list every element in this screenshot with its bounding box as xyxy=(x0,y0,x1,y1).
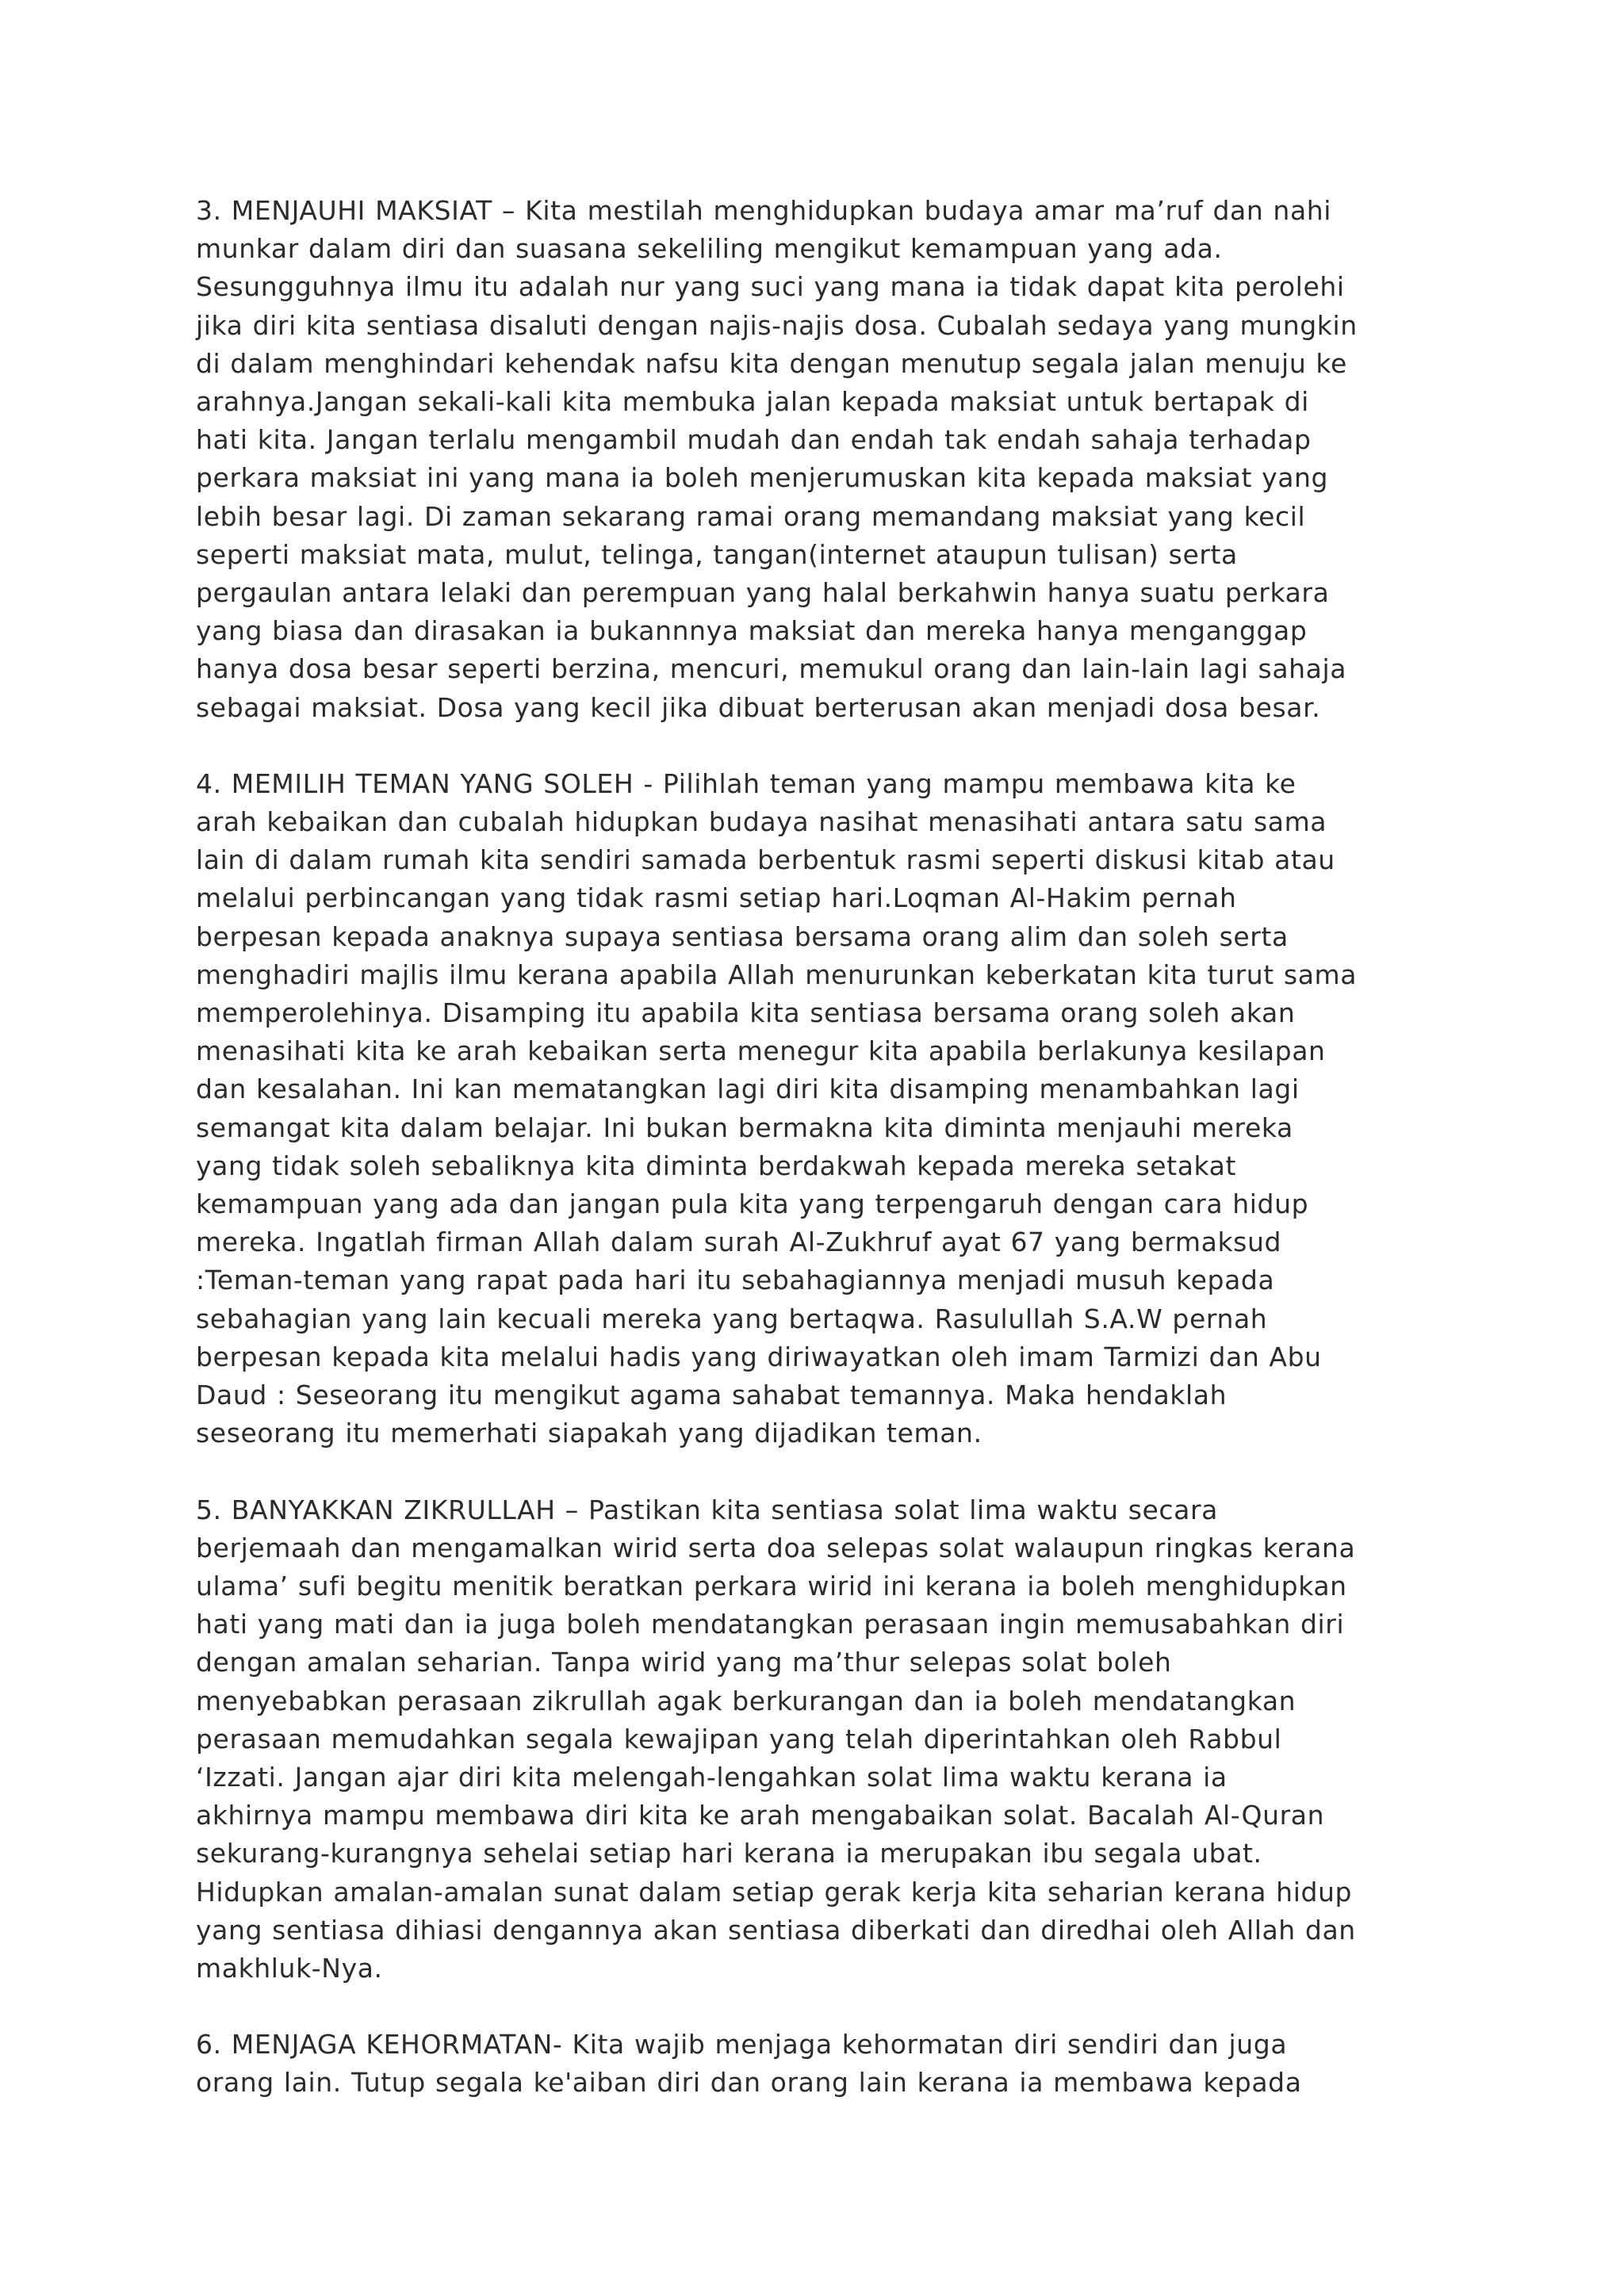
text-line: ulama’ sufi begitu menitik beratkan perkara wirid ini kerana ia boleh menghidupkan xyxy=(196,1570,1347,1601)
text-line: 3. MENJAUHI MAKSIAT – Kita mestilah menghidupkan budaya amar ma’ruf dan nahi xyxy=(196,195,1332,226)
text-line: di dalam menghindari kehendak nafsu kita dengan menutup segala jalan menuju ke xyxy=(196,347,1347,379)
text-line: hati kita. Jangan terlalu mengambil mudah dan endah tak endah sahaja terhadap xyxy=(196,424,1312,456)
text-line: hanya dosa besar seperti berzina, mencuri, memukul orang dan lain-lain lagi sahaja xyxy=(196,653,1347,685)
text-line: sekurang-kurangnya sehelai setiap hari kerana ia merupakan ibu segala ubat. xyxy=(196,1838,1262,1869)
text-line: berpesan kepada anaknya supaya sentiasa bersama orang alim dan soleh serta xyxy=(196,920,1289,952)
text-line: orang lain. Tutup segala ke'aiban diri dan orang lain kerana ia membawa kepada xyxy=(196,2067,1302,2099)
text-line: mereka. Ingatlah firman Allah dalam surah Al-Zukhruf ayat 67 yang bermaksud xyxy=(196,1226,1282,1258)
text-line: perasaan memudahkan segala kewajipan yang telah diperintahkan oleh Rabbul xyxy=(196,1723,1282,1755)
paragraph-6 xyxy=(196,2026,1433,2102)
text-line: perkara maksiat ini yang mana ia boleh menjerumuskan kita kepada maksiat yang xyxy=(196,462,1329,494)
text-line: 4. MEMILIH TEMAN YANG SOLEH - Pilihlah teman yang mampu membawa kita ke xyxy=(196,767,1297,799)
text-line: sebagai maksiat. Dosa yang kecil jika dibuat berterusan akan menjadi dosa besar. xyxy=(196,691,1321,723)
text-line: sebahagian yang lain kecuali mereka yang bertaqwa. Rasulullah S.A.W pernah xyxy=(196,1303,1268,1334)
paragraph-5 xyxy=(196,1491,1433,1988)
text-line: Daud : Seseorang itu mengikut agama sahabat temannya. Maka hendaklah xyxy=(196,1380,1228,1411)
text-line: memperolehinya. Disamping itu apabila kita sentiasa bersama orang soleh akan xyxy=(196,997,1296,1029)
text-line: kemampuan yang ada dan jangan pula kita yang terpengaruh dengan cara hidup xyxy=(196,1188,1309,1220)
text-line: seperti maksiat mata, mulut, telinga, tangan(internet ataupun tulisan) serta xyxy=(196,538,1238,570)
text-line: akhirnya mampu membawa diri kita ke arah mengabaikan solat. Bacalah Al-Quran xyxy=(196,1800,1325,1831)
text-line: 5. BANYAKKAN ZIKRULLAH – Pastikan kita sentiasa solat lima waktu secara xyxy=(196,1494,1218,1525)
text-line: jika diri kita sentiasa disaluti dengan najis-najis dosa. Cubalah sedaya yang mungkin xyxy=(196,309,1358,341)
text-line: lain di dalam rumah kita sendiri samada berbentuk rasmi seperti diskusi kitab atau xyxy=(196,844,1335,876)
text-line: menasihati kita ke arah kebaikan serta menegur kita apabila berlakunya kesilapan xyxy=(196,1035,1326,1067)
text-line: dan kesalahan. Ini kan mematangkan lagi diri kita disamping menambahkan lagi xyxy=(196,1073,1300,1105)
text-line: Hidupkan amalan-amalan sunat dalam setiap gerak kerja kita seharian kerana hidup xyxy=(196,1876,1353,1908)
text-line: yang sentiasa dihiasi dengannya akan sentiasa diberkati dan diredhai oleh Allah dan xyxy=(196,1914,1356,1946)
text-line: seseorang itu memerhati siapakah yang dijadikan teman. xyxy=(196,1418,982,1449)
text-line: munkar dalam diri dan suasana sekeliling mengikut kemampuan yang ada. xyxy=(196,233,1223,265)
text-line: :Teman-teman yang rapat pada hari itu sebahagiannya menjadi musuh kepada xyxy=(196,1265,1275,1296)
paragraph-4 xyxy=(196,765,1433,1453)
text-line: 6. MENJAGA KEHORMATAN- Kita wajib menjaga kehormatan diri sendiri dan juga xyxy=(196,2029,1288,2061)
text-line: ‘Izzati. Jangan ajar diri kita melengah-lengahkan solat lima waktu kerana ia xyxy=(196,1761,1228,1793)
document-body xyxy=(196,192,1433,2141)
text-line: melalui perbincangan yang tidak rasmi setiap hari.Loqman Al-Hakim pernah xyxy=(196,882,1237,914)
text-line: pergaulan antara lelaki dan perempuan yang halal berkahwin hanya suatu perkara xyxy=(196,577,1330,609)
text-line: berjemaah dan mengamalkan wirid serta doa selepas solat walaupun ringkas kerana xyxy=(196,1532,1356,1563)
text-line: lebih besar lagi. Di zaman sekarang ramai orang memandang maksiat yang kecil xyxy=(196,500,1306,532)
text-line: makhluk-Nya. xyxy=(196,1952,383,1984)
text-line: menghadiri majlis ilmu kerana apabila Allah menurunkan keberkatan kita turut sama xyxy=(196,959,1358,990)
text-line: yang biasa dan dirasakan ia bukannnya maksiat dan mereka hanya menganggap xyxy=(196,615,1308,647)
text-line: menyebabkan perasaan zikrullah agak berkurangan dan ia boleh mendatangkan xyxy=(196,1685,1297,1716)
text-line: Sesungguhnya ilmu itu adalah nur yang suci yang mana ia tidak dapat kita perolehi xyxy=(196,271,1345,303)
text-line: arah kebaikan dan cubalah hidupkan budaya nasihat menasihati antara satu sama xyxy=(196,806,1327,838)
text-line: hati yang mati dan ia juga boleh mendatangkan perasaan ingin memusabahkan diri xyxy=(196,1609,1345,1640)
paragraph-3 xyxy=(196,192,1433,727)
text-line: yang tidak soleh sebaliknya kita diminta berdakwah kepada mereka setakat xyxy=(196,1150,1237,1181)
text-line: arahnya.Jangan sekali-kali kita membuka jalan kepada maksiat untuk bertapak di xyxy=(196,386,1309,418)
text-line: berpesan kepada kita melalui hadis yang diriwayatkan oleh imam Tarmizi dan Abu xyxy=(196,1341,1322,1372)
text-line: semangat kita dalam belajar. Ini bukan bermakna kita diminta menjauhi mereka xyxy=(196,1112,1293,1143)
text-line: dengan amalan seharian. Tanpa wirid yang ma’thur selepas solat boleh xyxy=(196,1647,1172,1678)
